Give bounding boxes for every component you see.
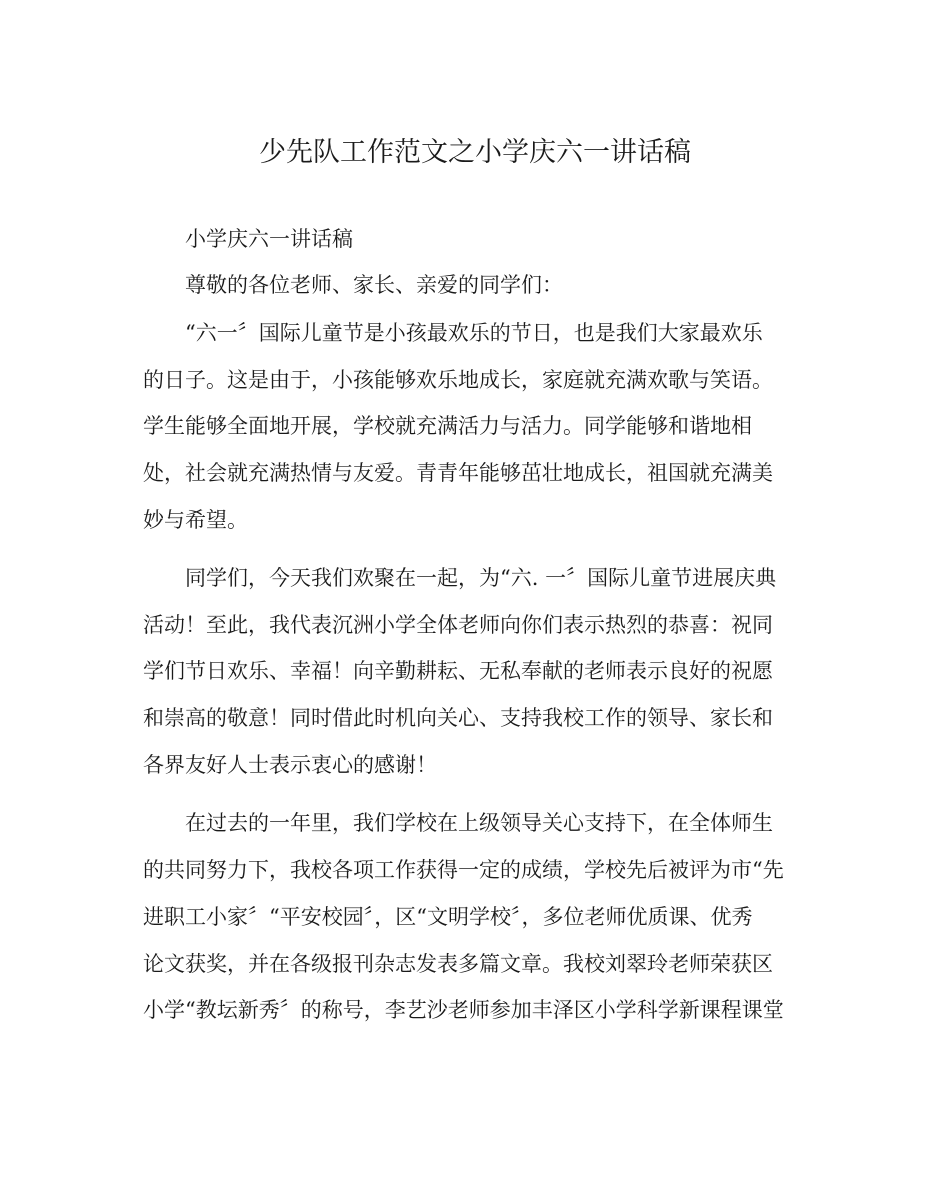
paragraph-3-line-2: 的共同努力下，我校各项工作获得一定的成绩，学校先后被评为市“先 <box>143 858 784 882</box>
paragraph-1-line-4: 处，社会就充满热情与友爱。青青年能够茁壮地成长，祖国就充满美 <box>143 461 773 485</box>
paragraph-2-line-1: 同学们，今天我们欢聚在一起，为“六. 一〞国际儿童节进展庆典 <box>185 566 777 590</box>
document-title: 少先队工作范文之小学庆六一讲话稿 <box>259 137 691 168</box>
paragraph-1-line-5: 妙与希望。 <box>143 508 248 532</box>
paragraph-3-line-3: 进职工小家〞“平安校园〞，区“文明学校〞，多位老师优质课、优秀 <box>143 905 753 929</box>
document-subtitle: 小学庆六一讲话稿 <box>185 227 353 251</box>
paragraph-1-line-2: 的日子。这是由于，小孩能够欢乐地成长，家庭就充满欢歌与笑语。 <box>143 368 773 392</box>
paragraph-3-line-4: 论文获奖，并在各级报刊杂志发表多篇文章。我校刘翠玲老师荣获区 <box>143 952 773 976</box>
paragraph-2-line-4: 和崇高的敬意！同时借此时机向关心、支持我校工作的领导、家长和 <box>143 706 773 730</box>
paragraph-2-line-3: 学们节日欢乐、幸福！向辛勤耕耘、无私奉献的老师表示良好的祝愿 <box>143 659 773 683</box>
paragraph-1-line-1: “六一〞国际儿童节是小孩最欢乐的节日，也是我们大家最欢乐 <box>185 321 763 345</box>
greeting-line: 尊敬的各位老师、家长、亲爱的同学们： <box>185 273 563 297</box>
paragraph-3-line-1: 在过去的一年里，我们学校在上级领导关心支持下，在全体师生 <box>185 811 773 835</box>
paragraph-3-line-5: 小学“教坛新秀〞的称号，李艺沙老师参加丰泽区小学科学新课程课堂 <box>143 998 784 1022</box>
paragraph-1-line-3: 学生能够全面地开展，学校就充满活力与活力。同学能够和谐地相 <box>143 414 752 438</box>
paragraph-2-line-2: 活动！至此，我代表沉洲小学全体老师向你们表示热烈的恭喜：祝同 <box>143 613 773 637</box>
paragraph-2-line-5: 各界友好人士表示衷心的感谢！ <box>143 753 437 777</box>
